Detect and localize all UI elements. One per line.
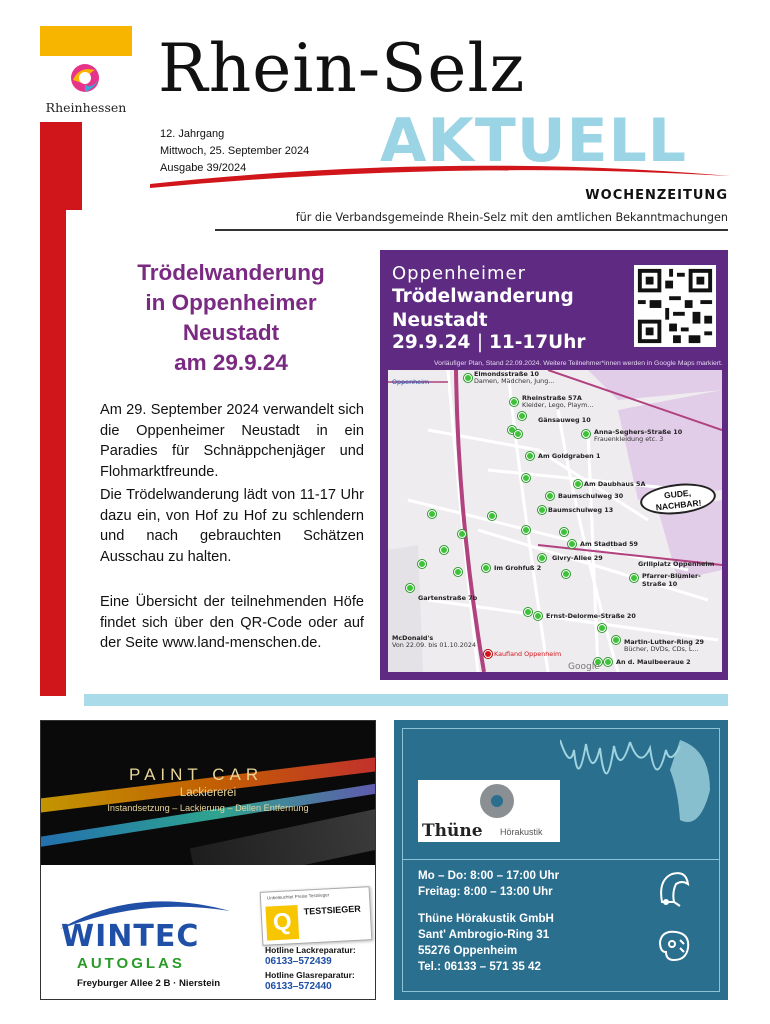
map-pin[interactable] xyxy=(488,512,496,520)
map-label: Grillplatz Oppenheim xyxy=(638,560,715,568)
map-pin[interactable] xyxy=(518,412,526,420)
newspaper-title: Rhein-Selz xyxy=(158,30,526,107)
testsieger-badge xyxy=(260,886,373,946)
qr-code-icon[interactable] xyxy=(634,265,716,347)
company-name: Thüne Hörakustik GmbH xyxy=(418,912,554,925)
badge-label: TESTSIEGER xyxy=(303,903,361,917)
article-paragraph: Am 29. September 2024 verwandelt sich die Oppenheimer Neustadt in ein Paradies für Schnäppchenjäger und Flohmarktfreunde. xyxy=(100,402,364,480)
map-label: Givry-Allee 29 xyxy=(552,554,603,562)
map-pin[interactable] xyxy=(568,540,576,548)
poster-note: Vorläufiger Plan, Stand 22.09.2024. Weitere Teilnehmer*innen werden in Google Maps markiert. xyxy=(434,360,723,367)
paint-car-services: Instandsetzung – Lackierung – Dellen Entfernung xyxy=(107,803,309,813)
map-pin[interactable] xyxy=(522,526,530,534)
article-title xyxy=(100,258,362,378)
badge-q-icon: Q xyxy=(265,905,299,941)
map-pin[interactable] xyxy=(538,506,546,514)
map-label: Ernst-Delorme-Straße 20 xyxy=(546,612,636,620)
poster-date-time: 29.9.24 | 11-17Uhr xyxy=(392,332,586,353)
article-title-line: Trödelwanderung xyxy=(137,260,325,285)
masthead-subtitle: für die Verbandsgemeinde Rhein-Selz mit den amtlichen Bekanntmachungen xyxy=(295,211,728,224)
poster-time: 11-17Uhr xyxy=(489,332,586,353)
map-pin[interactable] xyxy=(524,608,532,616)
thune-name: Thüne xyxy=(422,821,483,841)
map-pin[interactable] xyxy=(440,546,448,554)
paint-car-banner xyxy=(41,721,375,865)
wintec-brand: WINTEC xyxy=(61,919,200,954)
map-pin[interactable] xyxy=(534,612,542,620)
map-pin[interactable] xyxy=(428,510,436,518)
company-street: Sant' Ambrogio-Ring 31 xyxy=(418,928,550,941)
map-label-sub: Frauenkleidung etc. 3 xyxy=(594,435,664,443)
masthead-yellow-bar xyxy=(40,26,132,56)
map-label: Im Grohfuß 2 xyxy=(494,564,542,572)
paint-car-ad[interactable] xyxy=(40,720,376,1000)
map-pin[interactable] xyxy=(612,636,620,644)
map-pin[interactable] xyxy=(482,564,490,572)
poster-date: 29.9.24 xyxy=(392,332,471,353)
paint-car-subtitle: Lackiererei xyxy=(179,787,237,799)
paint-car-title: PAINT CAR xyxy=(129,765,264,784)
map-label: Anna-Seghers-Straße 10 xyxy=(594,428,683,436)
map-pin[interactable] xyxy=(598,624,606,632)
hotline-paint-number[interactable]: 06133–572439 xyxy=(265,956,332,967)
badge-caption: Unbeleuchtet Preise Testsieger xyxy=(266,892,330,901)
hotline-glass-number[interactable]: 06133–572440 xyxy=(265,981,332,992)
map-label-sub: Von 22.09. bis 01.10.2024 xyxy=(392,641,477,649)
map-label: Kaufland Oppenheim xyxy=(494,650,562,658)
map-pin[interactable] xyxy=(582,430,590,438)
map-label: Elmondsstraße 10 xyxy=(474,370,539,378)
map-pin[interactable] xyxy=(514,430,522,438)
rheinhessen-logo-text: Rheinhessen xyxy=(45,100,127,115)
issue-number: Ausgabe 39/2024 xyxy=(160,162,247,174)
issue-info xyxy=(160,126,309,177)
article-paragraph: Die Trödelwanderung lädt von 11-17 Uhr dazu ein, von Hof zu Hof zu schlendern und nach gebrauchten Schätzen Ausschau zu halten. xyxy=(100,487,364,565)
map-pin[interactable] xyxy=(522,474,530,482)
thune-subtitle: Hörakustik xyxy=(500,827,543,837)
map-pin[interactable] xyxy=(546,492,554,500)
article-title-line: am 29.9.24 xyxy=(174,350,288,375)
wochenzeitung-label: WOCHENZEITUNG xyxy=(585,188,728,203)
map-pin[interactable] xyxy=(464,374,472,382)
map-label: Oppenheim xyxy=(392,378,430,386)
rheinhessen-swirl-icon xyxy=(65,60,105,96)
map-label: Am Daubhaus 5A xyxy=(584,480,646,488)
ear-mold-icon xyxy=(652,924,696,968)
masthead-white-gap xyxy=(66,210,82,696)
map-pin[interactable] xyxy=(562,570,570,578)
map-label-sub: Bücher, DVDs, CDs, L... xyxy=(624,645,699,653)
map-label: Gartenstraße 7b xyxy=(418,594,478,602)
event-map[interactable] xyxy=(388,370,722,672)
paint-drip-graphic xyxy=(560,730,720,840)
map-label-sub: Damen, Mädchen, Jung... xyxy=(474,377,555,385)
map-label: Martin-Luther-Ring 29 xyxy=(624,638,704,646)
thune-ad-divider xyxy=(402,859,720,860)
thune-logo-icon xyxy=(480,784,514,818)
article-paragraph: Eine Übersicht der teilnehmenden Höfe findet sich über den QR-Code oder auf der Seite www.land-menschen.de. xyxy=(100,594,364,651)
article-title-line: Neustadt xyxy=(182,320,280,345)
map-pin[interactable] xyxy=(574,480,582,488)
map-label: An d. Maulbeeraue 2 xyxy=(616,658,691,666)
map-pin[interactable] xyxy=(538,554,546,562)
wintec-autoglas: AUTOGLAS xyxy=(77,955,185,972)
hours-mon-thu: Mo – Do: 8:00 – 17:00 Uhr xyxy=(418,869,560,882)
map-pin[interactable] xyxy=(510,398,518,406)
issue-date: Mittwoch, 25. September 2024 xyxy=(160,145,310,157)
map-pin[interactable] xyxy=(604,658,612,666)
company-city: 55276 Oppenheim xyxy=(418,944,518,957)
wintec-address: Freyburger Allee 2 B · Nierstein xyxy=(77,978,221,989)
map-label: Rheinstraße 57A xyxy=(522,394,582,402)
map-label: McDonald's xyxy=(392,634,434,642)
map-google-logo: Google xyxy=(568,662,600,672)
hotline-glass-label: Hotline Glasreparatur: xyxy=(265,970,355,980)
map-label: Baumschulweg 30 xyxy=(558,492,624,500)
poster-line-3: Neustadt xyxy=(392,310,488,331)
map-pin[interactable] xyxy=(454,568,462,576)
map-pin[interactable] xyxy=(560,528,568,536)
article-title-line: in Oppenheimer xyxy=(145,290,317,315)
hearing-aid-icon xyxy=(652,866,696,910)
bubble-line: GUDE, xyxy=(663,487,692,501)
bubble-line: NACHBAR! xyxy=(655,497,702,513)
poster-line-2: Trödelwanderung xyxy=(392,286,574,307)
masthead-divider xyxy=(215,229,728,231)
map-label: Pfarrer-Blümler-Straße 10 xyxy=(642,572,701,588)
poster-heading xyxy=(392,285,574,333)
map-pin[interactable] xyxy=(484,650,492,658)
issue-year: 12. Jahrgang xyxy=(160,128,225,140)
map-label: Gänsauweg 10 xyxy=(538,416,591,424)
map-pin[interactable] xyxy=(526,452,534,460)
hours-fri: Freitag: 8:00 – 13:00 Uhr xyxy=(418,885,553,898)
newspaper-title-aktuell: AKTUELL xyxy=(380,106,688,176)
company-phone[interactable]: Tel.: 06133 – 571 35 42 xyxy=(418,960,541,973)
map-pin[interactable] xyxy=(406,584,414,592)
map-label: Am Goldgraben 1 xyxy=(538,452,601,460)
map-label: Am Stadtbad 59 xyxy=(580,540,639,548)
section-divider-band xyxy=(84,694,728,706)
map-pin[interactable] xyxy=(630,574,638,582)
map-label-sub: Kleider, Lego, Playm... xyxy=(522,401,594,409)
map-pin[interactable] xyxy=(418,560,426,568)
map-pin[interactable] xyxy=(458,530,466,538)
hotline-paint-label: Hotline Lackreparatur: xyxy=(265,945,356,955)
map-label: Baumschulweg 13 xyxy=(548,506,614,514)
poster-line-1: Oppenheimer xyxy=(392,263,526,284)
